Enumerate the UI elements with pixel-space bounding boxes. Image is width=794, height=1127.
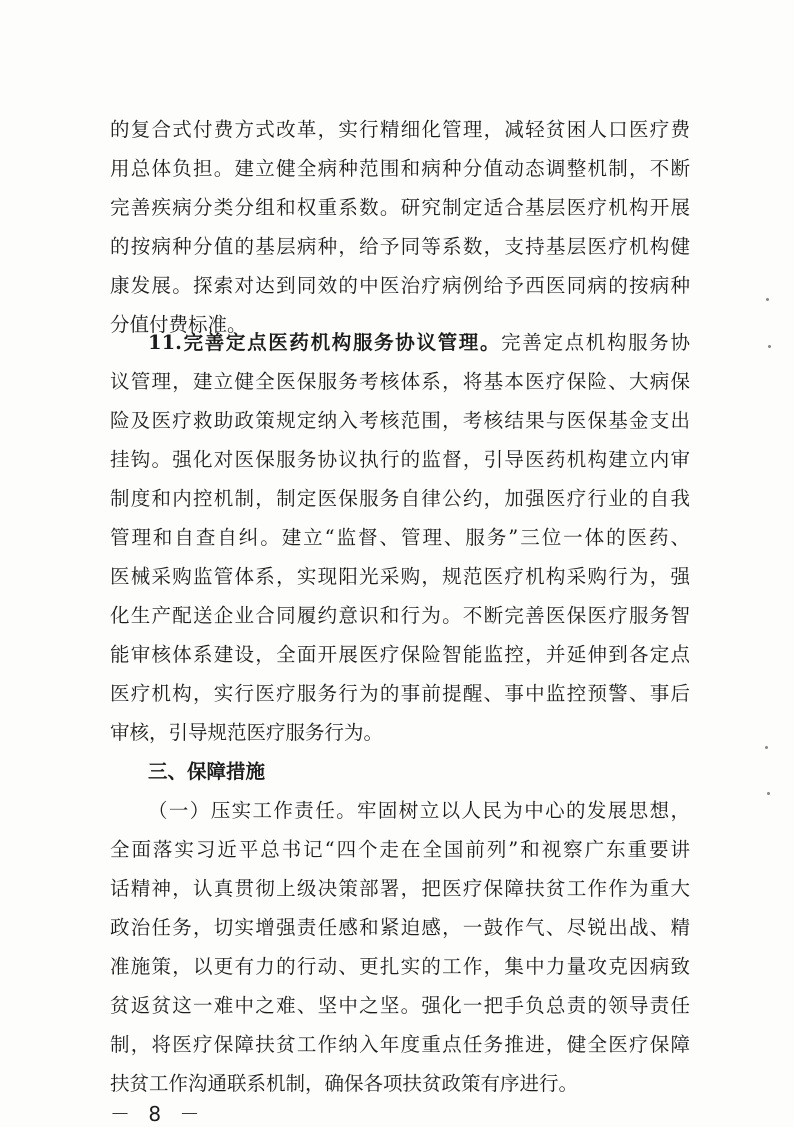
text-line: 话精神，认真贯彻上级决策部署，把医疗保障扶贫工作作为重大	[110, 877, 690, 900]
text-line: 挂钩。强化对医保服务协议执行的监督，引导医药机构建立内审	[110, 448, 690, 471]
text-line: 康发展。探索对达到同效的中医治疗病例给予西医同病的按病种	[110, 274, 690, 297]
text-line: 能审核体系建设，全面开展医疗保险智能监控，并延伸到各定点	[110, 643, 690, 666]
text-line: 政治任务，切实增强责任感和紧迫感，一鼓作气、尽锐出战、精	[110, 916, 690, 939]
text-line: 的复合式付费方式改革，实行精细化管理，减轻贫困人口医疗费	[110, 118, 690, 141]
text-line: 险及医疗救助政策规定纳入考核范围，考核结果与医保基金支出	[110, 409, 690, 432]
text-line: 用总体负担。建立健全病种范围和病种分值动态调整机制，不断	[110, 157, 690, 180]
text-line: 议管理，建立健全医保服务考核体系，将基本医疗保险、大病保	[110, 370, 690, 393]
text-line: 审核，引导规范医疗服务行为。	[110, 721, 384, 744]
text-line: 管理和自查自纠。建立“监督、管理、服务”三位一体的医药、	[110, 526, 690, 549]
item-11-text: 完善定点机构服务协	[501, 331, 690, 354]
scan-speck	[766, 298, 769, 301]
text-line: 完善疾病分类分组和权重系数。研究制定适合基层医疗机构开展	[110, 196, 690, 219]
text-line: 的按病种分值的基层病种，给予同等系数，支持基层医疗机构健	[110, 235, 690, 258]
scan-speck	[765, 746, 768, 749]
text-line: 制，将医疗保障扶贫工作纳入年度重点任务推进，健全医疗保障	[110, 1033, 690, 1056]
item-11-first-line	[148, 331, 690, 357]
text-line: 化生产配送企业合同履约意识和行为。不断完善医保医疗服务智	[110, 604, 690, 627]
text-line: 准施策，以更有力的行动、更扎实的工作，集中力量攻克因病致	[110, 955, 690, 978]
text-line: 分值付费标准。	[110, 313, 247, 336]
scan-speck	[767, 792, 770, 795]
text-line: 医疗机构，实行医疗服务行为的事前提醒、事中监控预警、事后	[110, 682, 690, 705]
text-line: 全面落实习近平总书记“四个走在全国前列”和视察广东重要讲	[110, 838, 690, 861]
sub-item-1-first-line: （一）压实工作责任。牢固树立以人民为中心的发展思想，	[148, 799, 690, 822]
page-number: － 8 －	[110, 1102, 206, 1126]
scan-speck	[768, 345, 771, 348]
item-11-title: 11.完善定点医药机构服务协议管理。	[148, 331, 502, 354]
section-heading: 三、保障措施	[148, 760, 266, 783]
text-line: 制度和内控机制，制定医保服务自律公约，加强医疗行业的自我	[110, 487, 690, 510]
text-line: 贫返贫这一难中之难、坚中之坚。强化一把手负总责的领导责任	[110, 994, 690, 1017]
text-line: 扶贫工作沟通联系机制，确保各项扶贫政策有序进行。	[110, 1072, 579, 1095]
text-line: 医械采购监管体系，实现阳光采购，规范医疗机构采购行为，强	[110, 565, 690, 588]
